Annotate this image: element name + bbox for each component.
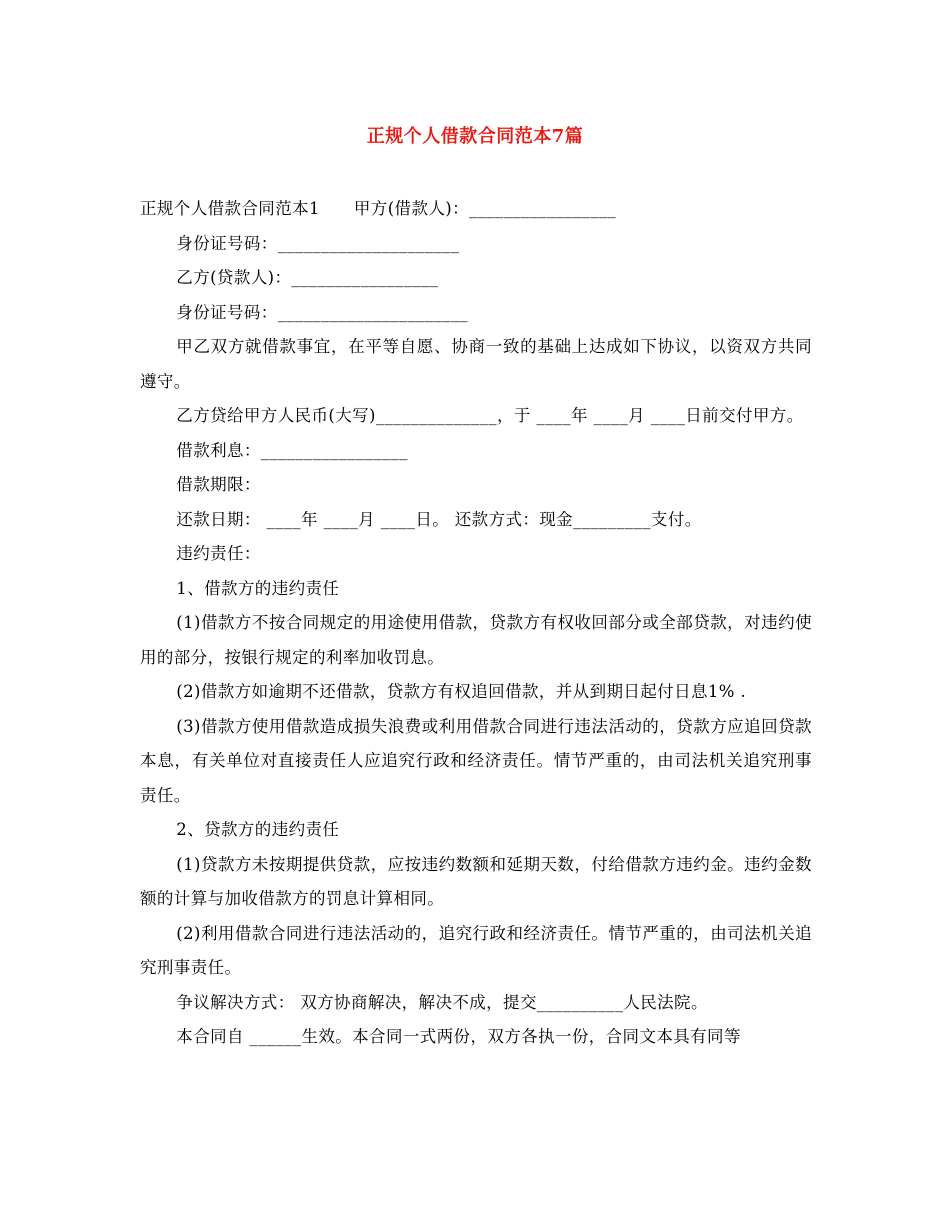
document-title: 正规个人借款合同范本7篇 [366,126,584,147]
paragraph-party-b-id: 身份证号码：______________________ [176,302,468,322]
paragraph-lender-clause-1: (1)贷款方未按期提供贷款，应按违约数额和延期天数，付给借款方违约金。违约金数额的计算与加收借款方的罚息计算相同。 [140,854,812,908]
paragraph-lender-clause-2: (2)利用借款合同进行违法活动的，追究行政和经济责任。情节严重的，由司法机关追究刑事责任。 [140,923,812,977]
document-body [140,192,812,1055]
paragraph-party-b: 乙方(贷款人)：_________________ [176,268,439,287]
paragraph-effective: 本合同自 ______生效。本合同一式两份，双方各执一份，合同文本具有同等 [176,1027,741,1046]
paragraph-term: 借款期限： [176,475,261,494]
paragraph-borrower-clause-3: (3)借款方使用借款造成损失浪费或利用借款合同进行违法活动的，贷款方应追回贷款本息，有关单位对直接责任人应追究行政和经济责任。情节严重的，由司法机关追究刑事责任。 [140,716,812,805]
paragraph-liability-heading: 违约责任： [176,544,261,563]
contract-subtitle: 正规个人借款合同范本1 [140,199,320,218]
paragraph-party-a-id: 身份证号码：_____________________ [176,233,460,253]
paragraph-borrower-clause-1: (1)借款方不按合同规定的用途使用借款，贷款方有权收回部分或全部贷款，对违约使用的部分，按银行规定的利率加收罚息。 [140,613,812,667]
paragraph-header [140,192,812,227]
party-a-field: 甲方(借款人)：_________________ [353,199,617,218]
paragraph-dispute: 争议解决方式： 双方协商解决，解决不成，提交__________人民法院。 [176,992,708,1012]
paragraph-lender-liability: 2、贷款方的违约责任 [176,820,340,839]
paragraph-borrower-liability: 1、借款方的违约责任 [176,578,340,598]
paragraph-loan-amount: 乙方贷给甲方人民币(大写)______________，于 ____年 ____月 ____日前交付甲方。 [176,406,804,425]
paragraph-repayment: 还款日期： ____年 ____月 ____日。 还款方式：现金_________支付。 [176,509,702,529]
paragraph-agreement: 甲乙双方就借款事宜，在平等自愿、协商一致的基础上达成如下协议，以资双方共同遵守。 [140,337,812,391]
paragraph-interest: 借款利息：_________________ [176,440,408,460]
paragraph-borrower-clause-2: (2)借款方如逾期不还借款，贷款方有权追回借款，并从到期日起付日息1% . [176,682,747,701]
